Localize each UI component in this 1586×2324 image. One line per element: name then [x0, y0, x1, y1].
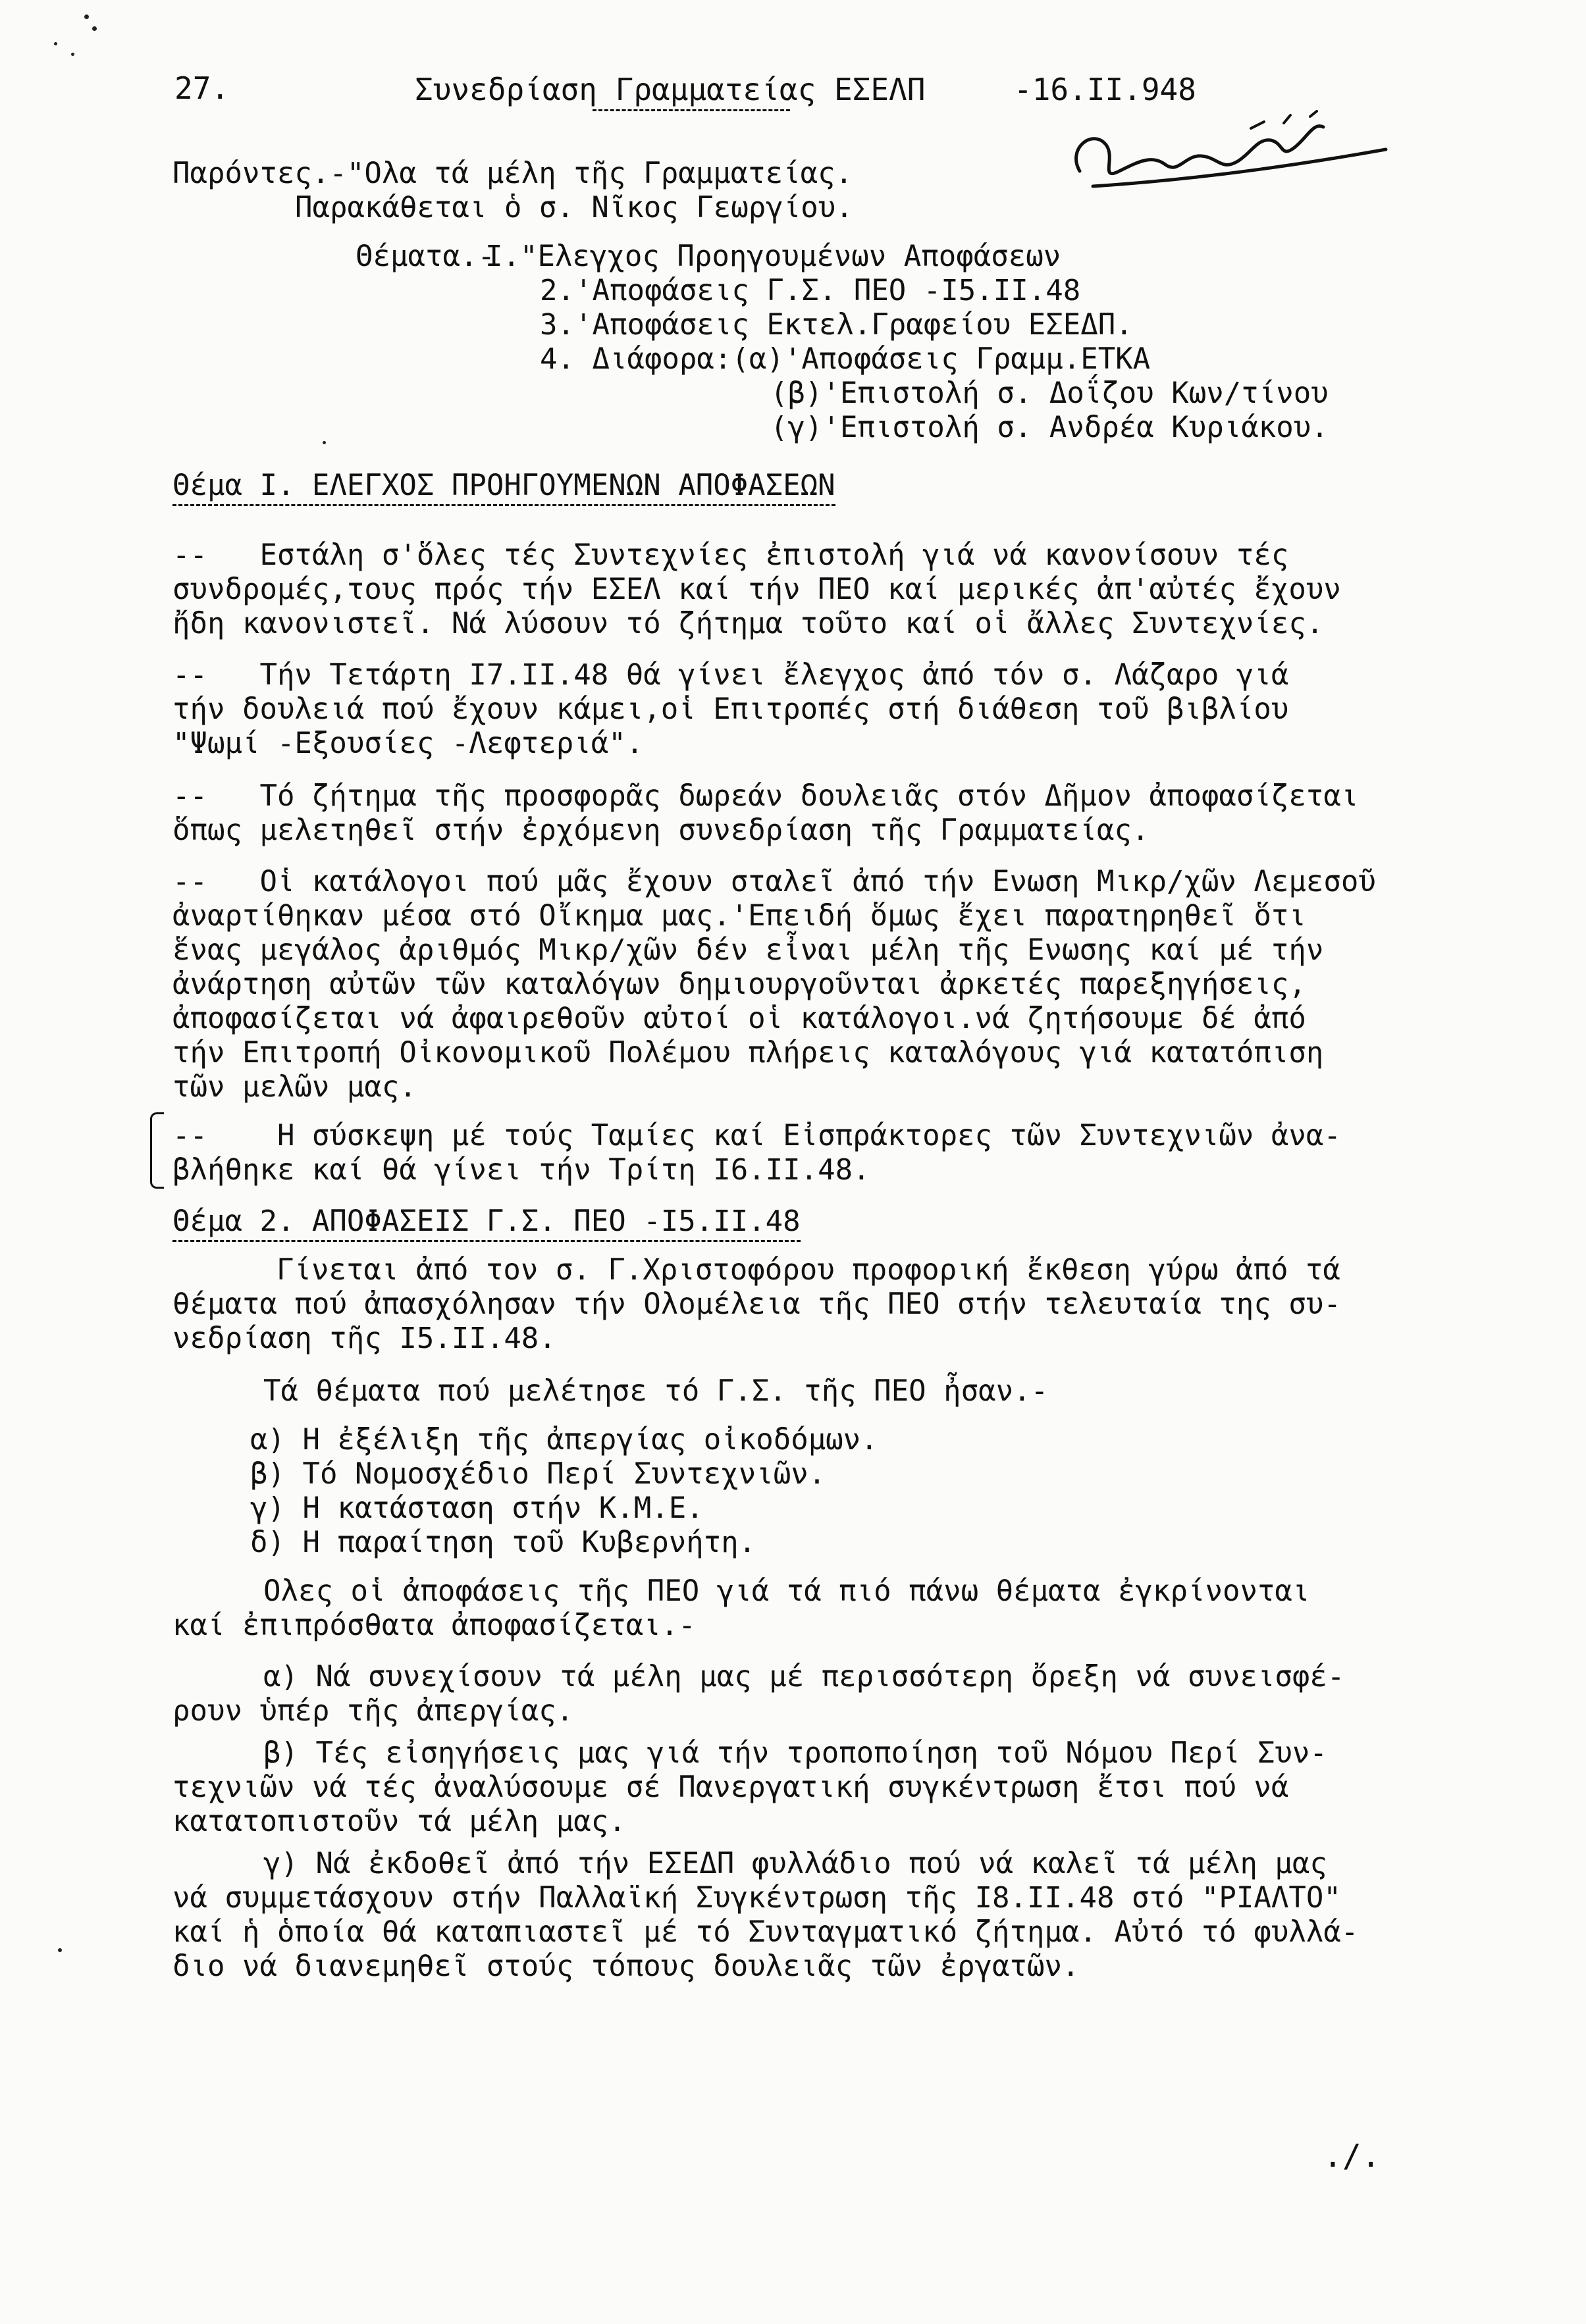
paragraph-line: "Ψωμί -Εξουσίες -Λεφτεριά".	[172, 727, 644, 760]
paragraph-line: ἤδη κανονιστεῖ. Νά λύσουν τό ζήτημα τοῦτο καί οἱ ἄλλες Συντεχνίες.	[172, 607, 1324, 640]
paragraph-line: Ολες οἱ ἀποφάσεις τῆς ΠΕΟ γιά τά πιό πάνω θέματα ἐγκρίνονται	[263, 1574, 1310, 1608]
agenda-item: 4. Διάφορα:(α)'Αποφάσεις Γραμμ.ΕΤΚΑ	[540, 342, 1151, 376]
agenda-item: I."Ελεγχος Προηγουμένων Αποφάσεων	[485, 240, 1061, 273]
paragraph-line: β) Τές εἰσηγήσεις μας γιά τήν τροποποίηση τοῦ Νόμου Περί Συν-	[263, 1736, 1327, 1770]
scan-speck	[323, 441, 326, 444]
paragraph-line: Τά θέματα πού μελέτησε τό Γ.Σ. τῆς ΠΕΟ ἦσαν.-	[263, 1374, 1049, 1408]
paragraph-line: Γίνεται ἀπό τον σ. Γ.Χριστοφόρου προφορική ἔκθεση γύρω ἀπό τά	[277, 1253, 1340, 1287]
paragraph-line: ἕνας μεγάλος ἀριθμός Μικρ/χῶν δέν εἶναι μέλη τῆς Ενωσης καί μέ τήν	[172, 933, 1324, 967]
present-line: Παρακάθεται ὁ σ. Νῖκος Γεωργίου.	[295, 191, 853, 224]
paragraph-line: νεδρίαση τῆς I5.II.48.	[172, 1322, 556, 1355]
paragraph-line: καί ἡ ὁποία θά καταπιαστεῖ μέ τό Συνταγματικό ζήτημα. Αὐτό τό φυλλά-	[172, 1915, 1359, 1949]
paragraph-line: ἀνάρτηση αὐτῶν τῶν καταλόγων δημιουργοῦνται ἀρκετές παρεξηγήσεις,	[172, 968, 1306, 1001]
paragraph-line: -- Εστάλη σ'ὅλες τές Συντεχνίες ἐπιστολή γιά νά κανονίσουν τές	[172, 538, 1289, 572]
paragraph-line: -- Η σύσκεψη μέ τούς Ταμίες καί Εἰσπράκτορες τῶν Συντεχνιῶν ἀνα-	[172, 1119, 1341, 1152]
paragraph-line: καί ἐπιπρόσθατα ἀποφασίζεται.-	[172, 1609, 696, 1642]
paragraph-line: τήν Επιτροπή Οἰκονομικοῦ Πολέμου πλήρεις καταλόγους γιά κατατόπιση	[172, 1036, 1324, 1070]
handwritten-signature	[1053, 109, 1396, 201]
scan-speck	[84, 14, 89, 19]
scan-speck	[54, 42, 57, 45]
paragraph-line: θέματα πού ἀπασχόλησαν τήν Ολομέλεια τῆς ΠΕΟ στήν τελευταία της συ-	[172, 1287, 1341, 1321]
topic-item: δ) Η παραίτηση τοῦ Κυβερνήτη.	[250, 1526, 756, 1559]
topic-item: α) Η ἐξέλιξη τῆς ἀπεργίας οἰκοδόμων.	[250, 1423, 878, 1457]
paragraph-line: νά συμμετάσχουν στήν Παλλαϊκή Συγκέντρωση τῆς I8.II.48 στό "ΡΙΑΛΤΟ"	[172, 1881, 1341, 1915]
agenda-subitem: (γ)'Επιστολή σ. Ανδρέα Κυριάκου.	[770, 411, 1329, 444]
section-heading: Θέμα 2. ΑΠΟΦΑΣΕΙΣ Γ.Σ. ΠΕΟ -I5.II.48	[172, 1204, 801, 1242]
paragraph-line: κατατοπιστοῦν τά μέλη μας.	[172, 1805, 626, 1838]
paragraph-line: ἀποφασίζεται νά ἀφαιρεθοῦν αὐτοί οἱ κατάλογοι.νά ζητήσουμε δέ ἀπό	[172, 1002, 1306, 1035]
paragraph-line: -- Οἱ κατάλογοι πού μᾶς ἔχουν σταλεῖ ἀπό τήν Ενωση Μικρ/χῶν Λεμεσοῦ	[172, 865, 1376, 898]
agenda-item: 3.'Αποφάσεις Εκτελ.Γραφείου ΕΣΕΔΠ.	[540, 308, 1133, 342]
topic-item: β) Τό Νομοσχέδιο Περί Συντεχνιῶν.	[250, 1457, 826, 1491]
agenda-item: 2.'Αποφάσεις Γ.Σ. ΠΕΟ -I5.II.48	[540, 274, 1081, 307]
margin-bracket	[150, 1112, 164, 1189]
scan-speck	[58, 1948, 62, 1952]
paragraph-line: ἀναρτίθηκαν μέσα στό Οἴκημα μας.'Επειδή ὅμως ἔχει παρατηρηθεῖ ὅτι	[172, 899, 1306, 933]
document-title: Συνεδρίαση Γραμματείας ΕΣΕΛΠ	[415, 72, 926, 107]
continuation-mark: ./.	[1323, 2138, 1381, 2175]
paragraph-line: ρουν ὑπέρ τῆς ἀπεργίας.	[172, 1694, 574, 1728]
paragraph-line: α) Νά συνεχίσουν τά μέλη μας μέ περισσότερη ὄρεξη νά συνεισφέ-	[263, 1660, 1345, 1693]
paragraph-line: βλήθηκε καί θά γίνει τήν Τρίτη I6.II.48.	[172, 1153, 870, 1187]
paragraph-line: ὅπως μελετηθεῖ στήν ἐρχόμενη συνεδρίαση τῆς Γραμματείας.	[172, 813, 1150, 847]
paragraph-line: -- Τό ζήτημα τῆς προσφορᾶς δωρεάν δουλειᾶς στόν Δῆμον ἀποφασίζεται	[172, 779, 1359, 813]
paragraph-line: γ) Νά ἐκδοθεῖ ἀπό τήν ΕΣΕΔΠ φυλλάδιο πού νά καλεῖ τά μέλη μας	[263, 1847, 1327, 1880]
paragraph-line: -- Τήν Τετάρτη I7.II.48 θά γίνει ἔλεγχος ἀπό τόν σ. Λάζαρο γιά	[172, 658, 1289, 692]
scan-speck	[71, 53, 74, 56]
paragraph-line: τήν δουλειά πού ἔχουν κάμει,οἱ Επιτροπές στή διάθεση τοῦ βιβλίου	[172, 692, 1289, 726]
topic-item: γ) Η κατάσταση στήν Κ.Μ.Ε.	[250, 1491, 704, 1525]
present-line: Παρόντες.-"Ολα τά μέλη τῆς Γραμματείας.	[172, 157, 853, 190]
paragraph-line: τεχνιῶν νά τές ἀναλύσουμε σέ Πανεργατική συγκέντρωση ἔτσι πού νά	[172, 1770, 1289, 1804]
title-underline	[593, 109, 790, 111]
paragraph-line: διο νά διανεμηθεῖ στούς τόπους δουλειᾶς τῶν ἐργατῶν.	[172, 1950, 1080, 1983]
section-heading: Θέμα Ι. ΕΛΕΓΧΟΣ ΠΡΟΗΓΟΥΜΕΝΩΝ ΑΠΟΦΑΣΕΩΝ	[172, 469, 835, 506]
document-date: -16.ΙΙ.948	[1014, 72, 1196, 107]
page-number: 27.	[174, 70, 230, 106]
agenda-subitem: (β)'Επιστολή σ. Δοΐζου Κων/τίνου	[770, 376, 1329, 410]
agenda-label: Θέματα.-	[356, 240, 495, 273]
scan-speck	[92, 26, 97, 31]
paragraph-line: τῶν μελῶν μας.	[172, 1070, 417, 1104]
paragraph-line: συνδρομές,τους πρός τήν ΕΣΕΛ καί τήν ΠΕΟ καί μερικές ἀπ'αὐτές ἔχουν	[172, 573, 1341, 606]
